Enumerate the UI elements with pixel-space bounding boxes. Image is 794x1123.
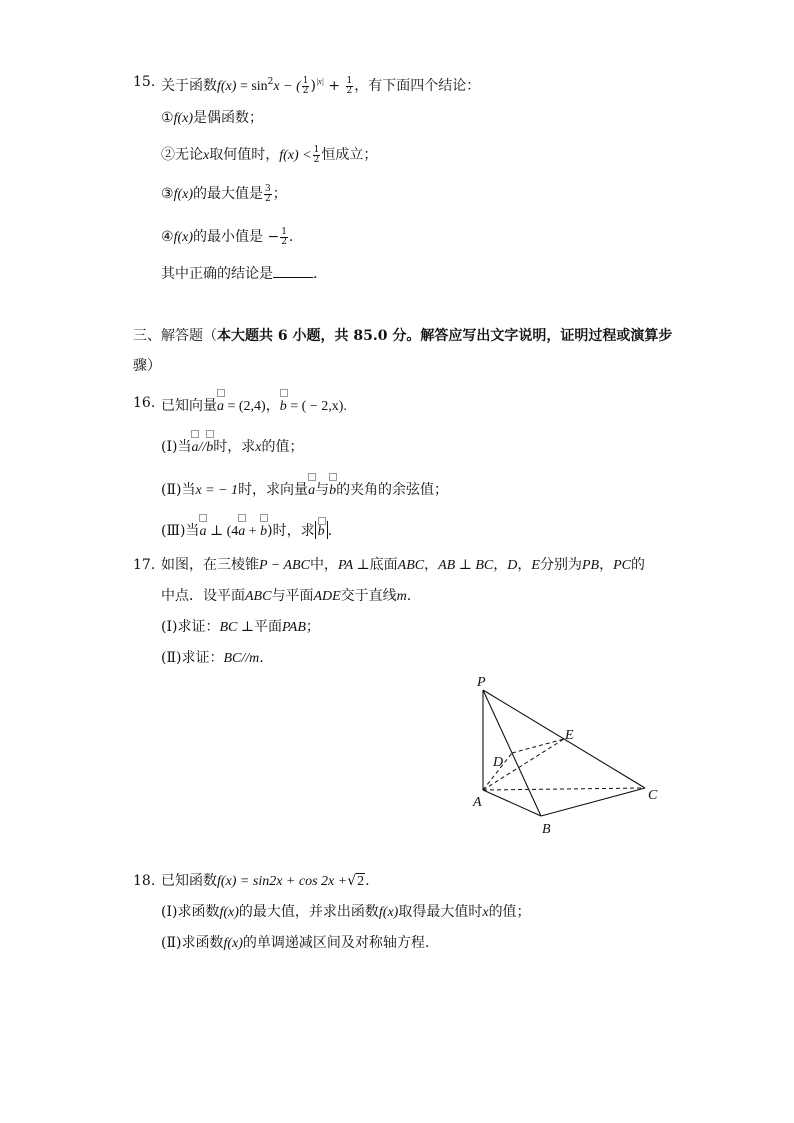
sqrt-2: √2 (347, 873, 365, 889)
q15-answer-line: 其中正确的结论是 . (161, 266, 318, 282)
label-P: P (477, 675, 486, 690)
q15-conclusion-4: ④f(x)的最小值是 − $\frac{1}{2}$ . (161, 226, 294, 247)
q16-part-2: (Ⅱ)当x = − 1时，求向量 a与 b的夹角的余弦值； (161, 477, 448, 501)
label-B: B (542, 822, 551, 837)
q15-conclusion-1: ①f(x)是偶函数； (161, 110, 263, 126)
vector-a: a (217, 393, 224, 417)
edge-AC (483, 788, 645, 790)
q15-half: $\frac{1}{2}$ (302, 75, 309, 96)
q16-stem: 已知向量 a = (2,4)， b = ( − 2,x). (161, 393, 347, 417)
edge-AB (483, 790, 541, 816)
q17-part-2: (Ⅱ)求证：BC//m. (161, 650, 264, 666)
q17-part-1: (Ⅰ)求证：BC ⊥平面PAB； (161, 619, 320, 635)
answer-blank[interactable] (273, 265, 313, 278)
q17-stem-line-2: 中点．设平面ABC与平面ADE交于直线m. (161, 588, 412, 604)
label-E: E (565, 728, 574, 743)
edge-DE (512, 739, 564, 753)
q18-number: 18. (133, 873, 156, 889)
q15-stem: 关于函数$f(x) = \sin^2x$ − ( $\frac{1}{2}$ )$^{|x|}$ + $\frac{1}{2}$ ，有下面四个结论： (161, 75, 481, 96)
pyramid-figure (465, 670, 665, 842)
label-D: D (493, 755, 504, 770)
q17-stem-line-1: 如图，在三棱锥P − ABC中，PA ⊥底面ABC，AB ⊥ BC，D，E分别为PB，PC的 (161, 557, 645, 573)
label-A: A (473, 795, 482, 810)
q16-part-3: (Ⅲ)当 a ⊥ (4 a + b)时，求 b . (161, 518, 332, 542)
q15-number: 15. (133, 74, 156, 90)
vector-b: b (280, 393, 287, 417)
q18-stem: 已知函数f(x) = sin2x + cos 2x +√2. (161, 871, 370, 892)
q16-part-1: (Ⅰ)当 a// b时，求x的值； (161, 434, 303, 458)
label-C: C (648, 788, 658, 803)
q18-part-2: (Ⅱ)求函数f(x)的单调递减区间及对称轴方程. (161, 935, 430, 951)
q15-conclusion-2: ②无论x取何值时，f(x) < $\frac{1}{2}$ 恒成立； (161, 144, 378, 165)
q17-number: 17. (133, 557, 156, 573)
q18-part-1: (Ⅰ)求函数f(x)的最大值，并求出函数f(x)取得最大值时x的值； (161, 904, 531, 920)
q16-number: 16. (133, 395, 156, 411)
edge-BC (541, 788, 645, 816)
q15-conclusion-3: ③f(x)的最大值是 $\frac{3}{2}$ ； (161, 183, 287, 204)
